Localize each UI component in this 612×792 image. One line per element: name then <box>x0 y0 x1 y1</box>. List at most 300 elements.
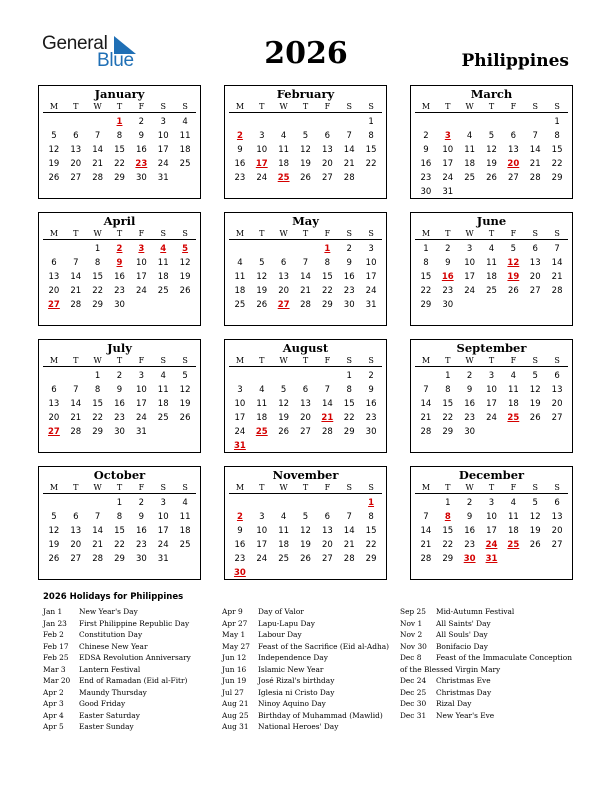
weekday-label: W <box>279 102 288 111</box>
day-cell: 29 <box>92 427 104 437</box>
weekday-label: F <box>510 102 517 111</box>
weekday-label: M <box>49 483 59 492</box>
day-cell: 19 <box>179 399 191 409</box>
weekday-label: M <box>235 229 245 238</box>
holiday-name: National Heroes' Day <box>258 722 339 731</box>
day-cell: 30 <box>343 300 355 310</box>
day-cell: 22 <box>343 413 355 423</box>
weekday-label: F <box>324 102 331 111</box>
holiday-name: Feast of the Sacrifice (Eid al-Adha) <box>258 641 390 651</box>
weekday-label: M <box>421 483 431 492</box>
holiday-day-cell: 2 <box>236 131 243 141</box>
weekday-label: S <box>346 102 352 111</box>
holiday-date: Dec 25 <box>400 687 427 697</box>
day-cell: 3 <box>138 371 145 381</box>
weekday-header <box>229 482 382 494</box>
weekday-label: F <box>138 102 145 111</box>
empty-cell <box>65 369 87 383</box>
day-cell: 17 <box>486 526 497 536</box>
day-cell: 26 <box>278 427 290 437</box>
day-cell: 25 <box>157 413 169 423</box>
day-cell: 24 <box>157 159 169 169</box>
weekday-label: W <box>93 102 102 111</box>
day-cell: 18 <box>507 526 519 536</box>
holiday-row <box>400 629 572 641</box>
day-cell: 2 <box>116 371 123 381</box>
month-august <box>224 339 387 453</box>
day-cell: 3 <box>160 498 166 508</box>
empty-cell <box>43 242 65 256</box>
weekday-label: T <box>259 356 265 365</box>
empty-cell <box>65 242 87 256</box>
holiday-name: Easter Saturday <box>79 710 140 720</box>
holiday-row <box>43 641 191 653</box>
day-cell: 24 <box>157 540 169 550</box>
empty-cell <box>316 496 338 510</box>
day-cell: 27 <box>321 554 333 564</box>
day-cell: 27 <box>551 413 563 423</box>
holiday-name: Christmas Eve <box>436 676 491 685</box>
day-cell: 23 <box>234 173 246 183</box>
day-cell: 9 <box>445 258 451 268</box>
holiday-row <box>222 606 389 618</box>
day-cell: 15 <box>365 526 377 536</box>
weekday-label: S <box>532 102 538 111</box>
day-cell: 12 <box>529 385 541 395</box>
day-cell: 18 <box>157 272 169 282</box>
day-cell: 23 <box>464 540 476 550</box>
empty-cell <box>415 115 437 129</box>
empty-cell <box>229 496 251 510</box>
day-cell: 22 <box>365 159 377 169</box>
weekday-label: T <box>73 356 79 365</box>
holiday-row <box>43 652 191 664</box>
month-name: November <box>272 468 339 482</box>
holiday-day-cell: 8 <box>444 512 451 522</box>
weekday-label: T <box>259 229 265 238</box>
day-cell: 22 <box>442 413 454 423</box>
holiday-day-cell: 21 <box>321 413 334 423</box>
holiday-name: Iglesia ni Cristo Day <box>258 687 335 697</box>
day-cell: 4 <box>237 258 243 268</box>
empty-cell <box>251 115 273 129</box>
empty-cell <box>251 496 273 510</box>
weekday-label: S <box>160 356 166 365</box>
day-cell: 26 <box>529 413 541 423</box>
day-cell: 8 <box>445 385 451 395</box>
day-cell: 12 <box>529 512 541 522</box>
holiday-date: May 27 <box>222 641 250 651</box>
weekday-label: T <box>445 102 451 111</box>
day-cell: 6 <box>302 385 309 395</box>
day-grid <box>229 115 382 185</box>
day-cell: 21 <box>92 540 104 550</box>
day-cell: 1 <box>554 117 560 127</box>
holiday-name: Bonifacio Day <box>436 641 488 651</box>
weekday-label: W <box>465 356 474 365</box>
day-cell: 18 <box>157 399 169 409</box>
holiday-name: Rizal Day <box>436 699 472 708</box>
day-cell: 11 <box>507 385 519 395</box>
weekday-label: T <box>488 102 495 111</box>
day-cell: 3 <box>368 244 374 254</box>
empty-cell <box>43 369 65 383</box>
day-cell: 22 <box>114 159 125 169</box>
day-cell: 14 <box>92 526 104 536</box>
month-name: October <box>93 468 146 482</box>
weekday-label: T <box>488 483 495 492</box>
day-cell: 31 <box>365 300 377 310</box>
day-cell: 16 <box>343 272 355 282</box>
day-cell: 17 <box>486 399 497 409</box>
day-cell: 27 <box>321 173 333 183</box>
day-cell: 19 <box>300 159 311 169</box>
day-cell: 26 <box>486 173 497 183</box>
day-cell: 8 <box>368 512 374 522</box>
day-cell: 11 <box>157 258 169 268</box>
day-cell: 7 <box>554 244 560 254</box>
empty-cell <box>437 115 459 129</box>
day-cell: 13 <box>278 272 290 282</box>
day-cell: 3 <box>237 385 243 395</box>
day-cell: 29 <box>114 173 125 183</box>
day-cell: 13 <box>321 145 333 155</box>
day-cell: 15 <box>442 399 454 409</box>
day-cell: 25 <box>179 540 191 550</box>
empty-cell <box>251 369 273 383</box>
day-cell: 8 <box>554 131 560 141</box>
day-cell: 30 <box>135 173 147 183</box>
day-cell: 16 <box>464 526 476 536</box>
day-cell: 14 <box>70 399 82 409</box>
day-cell: 8 <box>94 385 101 395</box>
day-cell: 26 <box>48 554 60 564</box>
holiday-name: Constitution Day <box>79 630 143 639</box>
holiday-date: Nov 30 <box>400 641 427 651</box>
empty-cell <box>65 115 87 129</box>
weekday-label: T <box>488 229 495 238</box>
weekday-header <box>43 101 196 113</box>
day-cell: 10 <box>256 526 268 536</box>
day-cell: 7 <box>302 258 309 268</box>
day-cell: 9 <box>116 385 123 395</box>
day-cell: 18 <box>278 159 290 169</box>
holiday-row <box>400 675 572 687</box>
day-cell: 4 <box>510 371 517 381</box>
day-cell: 28 <box>343 554 355 564</box>
day-grid <box>229 369 382 453</box>
empty-cell <box>229 242 251 256</box>
day-grid <box>229 496 382 580</box>
holiday-day-cell: 12 <box>507 258 520 268</box>
holiday-day-cell: 25 <box>255 427 268 437</box>
holiday-name: Lapu-Lapu Day <box>258 618 315 628</box>
day-cell: 28 <box>420 554 432 564</box>
day-cell: 30 <box>365 427 377 437</box>
day-cell: 6 <box>51 258 57 268</box>
day-cell: 13 <box>321 526 333 536</box>
day-cell: 20 <box>529 272 541 282</box>
brand-word-general: General <box>42 33 108 54</box>
day-cell: 5 <box>182 371 188 381</box>
day-cell: 9 <box>466 512 473 522</box>
weekday-label: S <box>368 229 374 238</box>
weekday-header <box>229 101 382 113</box>
day-cell: 11 <box>278 526 290 536</box>
day-cell: 28 <box>529 173 541 183</box>
day-cell: 5 <box>280 385 287 395</box>
holiday-name: José Rizal's birthday <box>258 676 335 685</box>
day-cell: 9 <box>237 145 243 155</box>
day-cell: 14 <box>343 145 355 155</box>
weekday-label: S <box>160 483 166 492</box>
day-cell: 21 <box>420 413 432 423</box>
day-cell: 22 <box>321 286 333 296</box>
weekday-label: T <box>73 229 79 238</box>
day-cell: 22 <box>442 540 454 550</box>
day-cell: 8 <box>324 258 331 268</box>
weekday-label: F <box>324 483 331 492</box>
holiday-name: New Year's Eve <box>436 710 495 720</box>
holiday-day-cell: 3 <box>138 244 145 254</box>
day-cell: 17 <box>135 272 147 282</box>
day-cell: 20 <box>321 159 333 169</box>
month-april <box>38 212 201 326</box>
day-cell: 3 <box>160 117 166 127</box>
day-cell: 6 <box>554 498 560 508</box>
empty-cell <box>229 369 251 383</box>
day-cell: 7 <box>532 131 538 141</box>
holiday-date: Feb 17 <box>43 641 69 651</box>
day-cell: 26 <box>300 173 311 183</box>
day-cell: 14 <box>529 145 541 155</box>
day-cell: 28 <box>551 286 563 296</box>
day-cell: 11 <box>464 145 476 155</box>
day-cell: 23 <box>464 413 476 423</box>
day-grid <box>43 242 196 312</box>
day-cell: 2 <box>368 371 374 381</box>
holiday-name: New Year's Day <box>79 607 138 616</box>
empty-cell <box>502 115 524 129</box>
weekday-label: M <box>49 102 59 111</box>
weekday-label: S <box>554 483 560 492</box>
holiday-row <box>43 698 191 710</box>
day-grid <box>43 369 196 439</box>
holiday-date: Jun 12 <box>222 653 247 662</box>
day-cell: 7 <box>423 385 429 395</box>
day-cell: 7 <box>73 258 79 268</box>
day-cell: 10 <box>486 385 497 395</box>
weekday-label: W <box>279 229 288 238</box>
day-cell: 9 <box>423 145 429 155</box>
holiday-name: All Saints' Day <box>436 618 491 628</box>
weekday-label: S <box>182 229 188 238</box>
day-grid <box>43 496 196 566</box>
holiday-name: Mid-Autumn Festival <box>436 607 515 616</box>
day-cell: 29 <box>92 300 104 310</box>
day-cell: 8 <box>423 258 429 268</box>
holiday-name: of the Blessed Virgin Mary <box>400 664 501 674</box>
day-cell: 9 <box>138 512 145 522</box>
day-cell: 30 <box>135 554 147 564</box>
day-cell: 10 <box>256 145 268 155</box>
holiday-name: Lantern Festival <box>79 664 141 674</box>
holiday-column <box>400 606 572 721</box>
weekday-label: S <box>532 229 538 238</box>
holiday-row <box>43 675 191 687</box>
holiday-date: Dec 8 <box>400 653 422 662</box>
day-cell: 22 <box>420 286 432 296</box>
day-cell: 27 <box>529 286 541 296</box>
day-cell: 25 <box>486 286 497 296</box>
weekday-label: T <box>445 356 451 365</box>
day-cell: 7 <box>346 512 352 522</box>
day-cell: 26 <box>507 286 519 296</box>
weekday-header <box>415 228 568 240</box>
weekday-label: T <box>445 483 451 492</box>
day-cell: 16 <box>114 272 125 282</box>
day-cell: 20 <box>70 540 82 550</box>
day-cell: 2 <box>466 498 473 508</box>
empty-cell <box>316 369 338 383</box>
day-cell: 29 <box>114 554 125 564</box>
day-cell: 31 <box>157 173 169 183</box>
day-grid <box>229 242 382 312</box>
day-cell: 21 <box>70 286 82 296</box>
day-cell: 5 <box>510 244 517 254</box>
month-name: July <box>107 341 132 355</box>
day-cell: 16 <box>234 159 246 169</box>
day-cell: 14 <box>300 272 311 282</box>
day-cell: 1 <box>445 498 451 508</box>
weekday-label: S <box>346 229 352 238</box>
day-cell: 30 <box>420 187 432 197</box>
day-cell: 20 <box>278 286 290 296</box>
weekday-label: S <box>346 356 352 365</box>
day-cell: 6 <box>510 131 517 141</box>
day-cell: 31 <box>442 187 454 197</box>
day-cell: 5 <box>532 498 538 508</box>
day-cell: 9 <box>466 385 473 395</box>
holiday-date: Dec 30 <box>400 699 427 708</box>
day-cell: 25 <box>157 286 169 296</box>
day-cell: 24 <box>234 427 246 437</box>
month-name: January <box>94 87 145 101</box>
holiday-row <box>43 664 191 676</box>
holiday-day-cell: 1 <box>116 117 123 127</box>
weekday-label: M <box>235 356 245 365</box>
holiday-name: End of Ramadan (Eid al-Fitr) <box>79 676 188 685</box>
day-cell: 11 <box>256 399 268 409</box>
weekday-label: W <box>465 483 474 492</box>
weekday-label: M <box>421 102 431 111</box>
weekday-label: T <box>116 483 123 492</box>
day-cell: 4 <box>488 244 495 254</box>
holiday-day-cell: 25 <box>507 413 520 423</box>
day-cell: 4 <box>280 512 287 522</box>
weekday-label: F <box>510 483 517 492</box>
day-cell: 21 <box>551 272 563 282</box>
day-cell: 15 <box>442 526 454 536</box>
day-cell: 5 <box>488 131 495 141</box>
weekday-label: F <box>510 229 517 238</box>
weekday-label: F <box>138 229 145 238</box>
day-cell: 7 <box>324 385 331 395</box>
holiday-name: Chinese New Year <box>79 641 148 651</box>
day-cell: 30 <box>114 300 125 310</box>
day-cell: 20 <box>551 526 563 536</box>
day-cell: 19 <box>48 540 60 550</box>
weekday-label: F <box>324 229 331 238</box>
month-march <box>410 85 573 199</box>
day-cell: 16 <box>135 526 147 536</box>
day-cell: 8 <box>116 131 123 141</box>
day-cell: 21 <box>70 413 82 423</box>
weekday-label: S <box>532 483 538 492</box>
day-cell: 15 <box>365 145 377 155</box>
day-cell: 8 <box>94 258 101 268</box>
holiday-day-cell: 16 <box>441 272 454 282</box>
holiday-day-cell: 27 <box>277 300 290 310</box>
day-cell: 20 <box>48 413 60 423</box>
day-cell: 23 <box>420 173 432 183</box>
day-cell: 11 <box>278 145 290 155</box>
weekday-label: T <box>73 483 79 492</box>
day-cell: 14 <box>321 399 333 409</box>
day-cell: 17 <box>234 413 246 423</box>
day-cell: 26 <box>179 286 191 296</box>
day-cell: 9 <box>346 258 352 268</box>
day-cell: 14 <box>551 258 563 268</box>
day-cell: 17 <box>365 272 377 282</box>
weekday-label: W <box>279 356 288 365</box>
day-cell: 16 <box>114 399 125 409</box>
day-cell: 13 <box>48 399 60 409</box>
day-cell: 19 <box>256 286 268 296</box>
month-november <box>224 466 387 580</box>
day-cell: 27 <box>300 427 311 437</box>
holiday-row <box>222 698 389 710</box>
weekday-header <box>415 355 568 367</box>
holiday-row <box>43 687 191 699</box>
day-cell: 19 <box>486 159 497 169</box>
empty-cell <box>273 242 295 256</box>
holiday-row <box>222 721 389 733</box>
holiday-date: Sep 25 <box>400 607 426 616</box>
day-cell: 13 <box>507 145 519 155</box>
weekday-label: T <box>445 229 451 238</box>
day-cell: 23 <box>343 286 355 296</box>
empty-cell <box>295 496 317 510</box>
holiday-row <box>400 664 572 676</box>
empty-cell <box>459 115 481 129</box>
day-cell: 27 <box>70 173 82 183</box>
day-cell: 11 <box>157 385 169 395</box>
weekday-header <box>43 228 196 240</box>
weekday-label: S <box>532 356 538 365</box>
holiday-row <box>400 618 572 630</box>
day-cell: 11 <box>234 272 246 282</box>
day-cell: 16 <box>135 145 147 155</box>
weekday-label: M <box>421 356 431 365</box>
day-cell: 19 <box>48 159 60 169</box>
day-cell: 14 <box>92 145 104 155</box>
day-cell: 30 <box>114 427 125 437</box>
empty-cell <box>229 115 251 129</box>
day-cell: 23 <box>234 554 246 564</box>
day-cell: 6 <box>554 371 560 381</box>
day-cell: 18 <box>179 526 191 536</box>
